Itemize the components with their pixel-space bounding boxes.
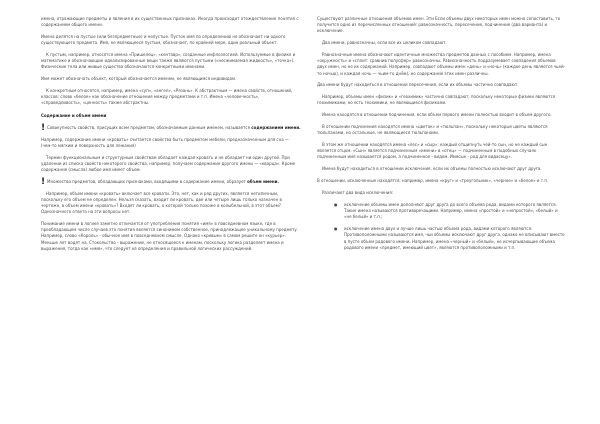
definition-text: Совокупность свойств, присущих всем предметам, обозначаемым данным именем, называется <box>47 124 252 130</box>
paragraph: Имя может обозначать объект, который обозначается именем, не являющимся индивидом. <box>41 76 237 82</box>
paragraph: В отношении, исключенные находятся, например, имена «круг» и «треугольник», «черное» и «белое» и т.п. <box>317 178 549 183</box>
exclamation-icon: ! <box>41 176 46 187</box>
paragraph: Два имени, равнозначны, если все их целиком совпадают. <box>322 40 447 46</box>
paragraph: Существуют различные отношения объемов имен. Эти Если объемы двух некоторых имен можно сопоставить, то получится одно из перечисленных отношений: равнозначность, пересечение, подчинение (два варианта) и исключение. <box>317 16 561 34</box>
section-heading: Содержание и объем имени <box>41 112 107 118</box>
list-item <box>317 202 565 221</box>
definition-text: Множество предметов, обладающих признаками, входящими в содержание имени, образует <box>47 178 248 184</box>
definition-term: содержанием имени. <box>251 124 301 130</box>
list-item-text: исключение объемы имен дополняют друг друга до всего объема рода, видами которого является. Такие имена называются противоречащими. Например, имена «простой» и «непростой», «белый» и «не белый» и т.п.; <box>344 201 558 219</box>
right-column <box>317 16 565 257</box>
definition-note <box>41 176 301 187</box>
paragraph: Два имени будут находиться в отношении пересечения, если их объемы частично совпадают. <box>317 82 519 88</box>
bullet-icon: ● <box>334 226 338 232</box>
paragraph: Равнозначные имена обозначают идентичные множества предметов данных с пособием. Например, имена «окружность» и «сплит: сравнив полусфер» равнозначны. Равнозначность подразумевает совпадения объемов двух имен, но не их содержаний. Например, совпадают объемы имен «день» и «ночь» (каждое день является чьей-то ночью), и каждая ночь — чьим-то днём), но содержание этих имен различны. <box>317 52 566 76</box>
paragraph: К конкретным относятся, например, имена «суп», «ангел», «Рязань». К абстрактным — имена свойств, отношений, классов: слово «белое» как обозначение отношения между предметами и т.п. Имена «человечность», «справедливость», «ценность» также абстрактны. <box>41 88 293 106</box>
exclamation-icon: ! <box>41 122 46 133</box>
list-item-text: исключение имена двух и лучше лишь частью объема рода, видами которого являются. Противоположными называются имя, чьи объемы исключают друг друга, однако не вписывают вместе в пусте объем родового имени. Например, имена «черный» и «белый», не исчерпывающие объема родового имени «предмет, имеющий цвет», являются противоположными и т.п. <box>344 226 565 250</box>
paragraph: Например, содержание имени «кровать» считается свойства быть предметом мебели, предназначенным для сна — (чем-то мягким и поверхность для лежания) <box>41 136 289 148</box>
bullet-icon: ● <box>334 201 338 207</box>
paragraph: Понимание имени в логике заметно отличается от употребления понятия «имя» в повседневном языке, где в преобладающем числе случаев эта понятия является синонимом собственное, принадлежащее уникальному предмету. Например, слово «Король» - обычное имя в повседневном смысле. Однако «кривым» в самом решите он «курьер». Меньше лет водят на. Стокольство - выражение, не относящееся к именам, поскольку логика разделяет имена и выражения, тогда как «имя», что следует из определения и правильной логических рассуждений. <box>41 221 298 251</box>
paragraph: Например, объем имени «кровать» включает все кровати. Это, нет, как и ряд других, является нетипичным, поскольку его объем не определен. Нельзя сказать, входит ли кровать, две или четыре лишь только назначен в чертеже, в объем имени «кровать»? Входят ли кровать, о которой только похоже в колыбельной, в этот объем? Однозначного ответа на эти вопросы нет. <box>41 190 282 215</box>
paragraph: К пустым, например, относятся имена «Пришелец», «кентавр», созданные инфлоэлогией. Используемые в физике и математике и обозначающие идеализированные вещи также являются пустыми («несжимаемая жидкость», «точка»). Физические тела или живые существа обозначаются конкретными именами. <box>41 52 296 70</box>
paragraph: В этом же отношении находятся имена «лес» и «сыр»: каждый отщипнуть чей-то сын, но не каждый сын является отцом. «Сын» является подчиненным «имени» в «отец» — подчиненным в подобных случаях подчиненным имя называется родом, а подчиненное - видом. Имясын - род для видасецу». <box>317 142 548 160</box>
paragraph: Имена будут находиться в отношении исключения, если их объемы полностью исключают друг друга. <box>322 166 542 172</box>
definition-term: объем имени. <box>247 178 279 184</box>
paragraph: Имена находятся в отношении подчинения, если объем первого имени полностью входит в объем другого. <box>322 112 552 118</box>
paragraph: В отношении подчинения находятся имена «цветок» и «тюльпан», поскольку некоторые цветы являются тюльпанами, но остальные, не являющиеся тюльпанами. <box>317 124 548 136</box>
exclusion-types-list <box>317 202 565 251</box>
paragraph: Например, объемы имен «физик» и «геохимик» частично совпадают, поскольку некоторые физики являются геохимиками, но есть геохимики, не являющиеся физиками. <box>317 94 556 106</box>
paragraph: имена, отражающие предметы и явления в их существенных признаках. Иногда происходит отождествление понятия с содержанием общего имени. <box>41 16 299 28</box>
paragraph: Различают два вида исключения: <box>322 189 394 195</box>
definition-note <box>41 122 301 133</box>
paragraph: Имена делятся на пустые (или безпредметные) и непустые. Пустое имя по определению не обозначает ни одного существующего предмета. Имя, не являющееся пустым, обозначает, по крайней мере, один реальный объект. <box>41 34 286 46</box>
left-column <box>41 16 301 258</box>
paragraph: Термин функциональным и структурным свойствам обладает каждая кровать и не обладает ни один другой. При удалении из списка свойств некоторого свойства, например, получаем содержание другого имени — «кварца». Кроме содержания (смысла) любое имя имеет объем. <box>41 154 296 173</box>
list-item <box>317 226 565 251</box>
